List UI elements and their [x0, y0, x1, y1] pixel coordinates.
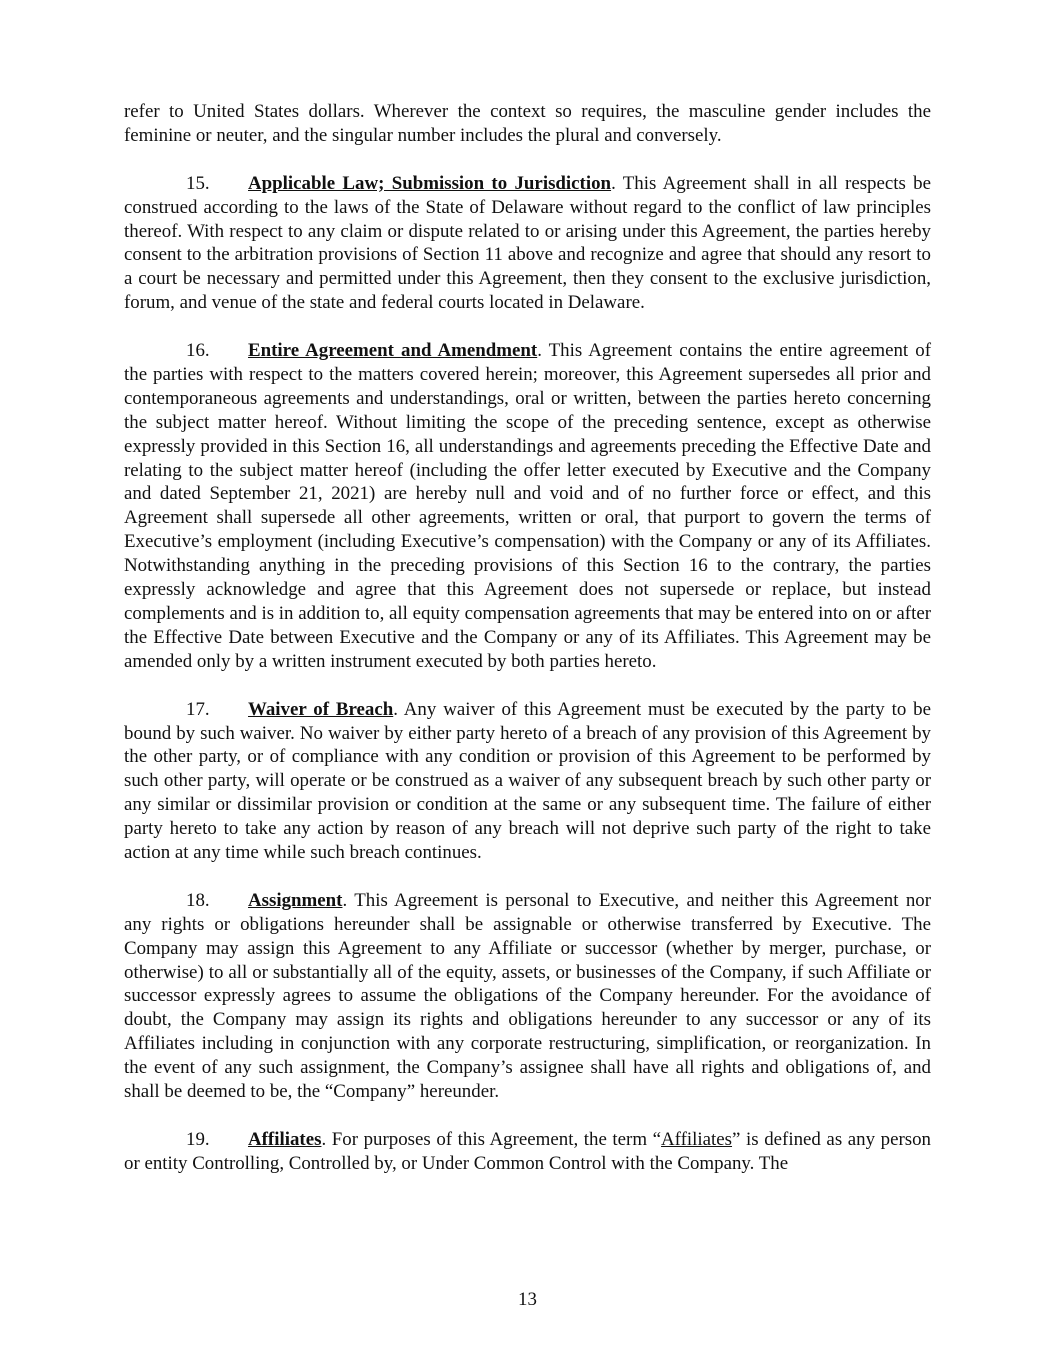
section-heading: Waiver of Breach	[248, 698, 394, 720]
section-17	[124, 698, 931, 865]
section-text: . This Agreement shall in all respects be construed according to the laws of the State of Delaware without regard to the conflict of law principles thereof. With respect to any claim or dispute related to or arising under this Agreement, the parties hereby consent to the arbitration provisions of Section 11 above and recognize and agree that should any resort to a court be necessary and permitted under this Agreement, then they consent to the exclusive jurisdiction, forum, and venue of the state and federal courts located in Delaware.	[124, 172, 932, 314]
section-heading: Affiliates	[248, 1128, 322, 1150]
section-number: 15.	[186, 172, 210, 194]
section-number: 19.	[186, 1128, 210, 1150]
section-number: 17.	[186, 698, 210, 720]
section-heading: Assignment	[248, 889, 343, 911]
section-heading: Applicable Law; Submission to Jurisdiction	[248, 172, 612, 194]
defined-term: Affiliates	[661, 1128, 733, 1150]
document-page	[124, 100, 931, 1200]
section-18	[124, 889, 931, 1104]
continuation-paragraph: refer to United States dollars. Wherever the context so requires, the masculine gender includes the feminine or neuter, and the singular number includes the plural and conversely.	[124, 101, 931, 146]
section-heading: Entire Agreement and Amendment	[248, 340, 538, 362]
section-15	[124, 172, 931, 315]
section-text-before: . For purposes of this Agreement, the term “	[321, 1128, 662, 1150]
section-16	[124, 339, 931, 674]
section-text: . This Agreement contains the entire agreement of the parties with respect to the matters covered herein; moreover, this Agreement supersedes all prior and contemporaneous agreements and understandings, oral or written, between the parties hereto concerning the subject matter hereof. Without limiting the scope of the preceding sentence, except as otherwise expressly provided in this Section 16, all understandings and agreements preceding the Effective Date and relating to the subject matter hereof (including the offer letter executed by Executive and the Company and dated September 21, 2021) are hereby null and void and of no further force or effect, and this Agreement shall supersede all other agreements, written or oral, that purport to govern the terms of Executive’s employment (including Executive’s compensation) with the Company or any of its Affiliates. Notwithstanding anything in the preceding provisions of this Section 16 to the contrary, the parties expressly acknowledge and agree that this Agreement does not supersede or replace, but instead complements and is in addition to, all equity compensation agreements that may be entered into on or after the Effective Date between Executive and the Company or any of its Affiliates. This Agreement may be amended only by a written instrument executed by both parties hereto.	[124, 340, 931, 672]
section-text: . Any waiver of this Agreement must be executed by the party to be bound by such waiver. No waiver by either party hereto of a breach of any provision of this Agreement by the other party, or of compliance with any condition or provision of this Agreement to be performed by such other party, will operate or be construed as a waiver of any subsequent breach by such other party or any similar or dissimilar provision or condition at the same or any subsequent time. The failure of either party hereto to take any action by reason of any breach will not deprive such party of the right to take action at any time while such breach continues.	[124, 698, 931, 864]
section-number: 18.	[186, 889, 210, 911]
page-number: 13	[518, 1289, 537, 1310]
section-text-after: ” is defined as any person or entity Controlling, Controlled by, or Under Common Control with the Company. The	[124, 1128, 931, 1174]
section-text: . This Agreement is personal to Executive, and neither this Agreement nor any rights or obligations hereunder shall be assignable or otherwise transferred by Executive. The Company may assign this Agreement to any Affiliate or successor (whether by merger, purchase, or otherwise) to all or substantially all of the equity, assets, or businesses of the Company, if such Affiliate or successor expressly agrees to assume the obligations of the Company hereunder. For the avoidance of doubt, the Company may assign its rights and obligations hereunder to any successor or any of its Affiliates including in conjunction with any corporate restructuring, simplification, or reorganization. In the event of any such assignment, the Company’s assignee shall have all rights and obligations of, and shall be deemed to be, the “Company” hereunder.	[124, 889, 931, 1103]
section-number: 16.	[186, 340, 210, 362]
section-19	[124, 1128, 931, 1176]
